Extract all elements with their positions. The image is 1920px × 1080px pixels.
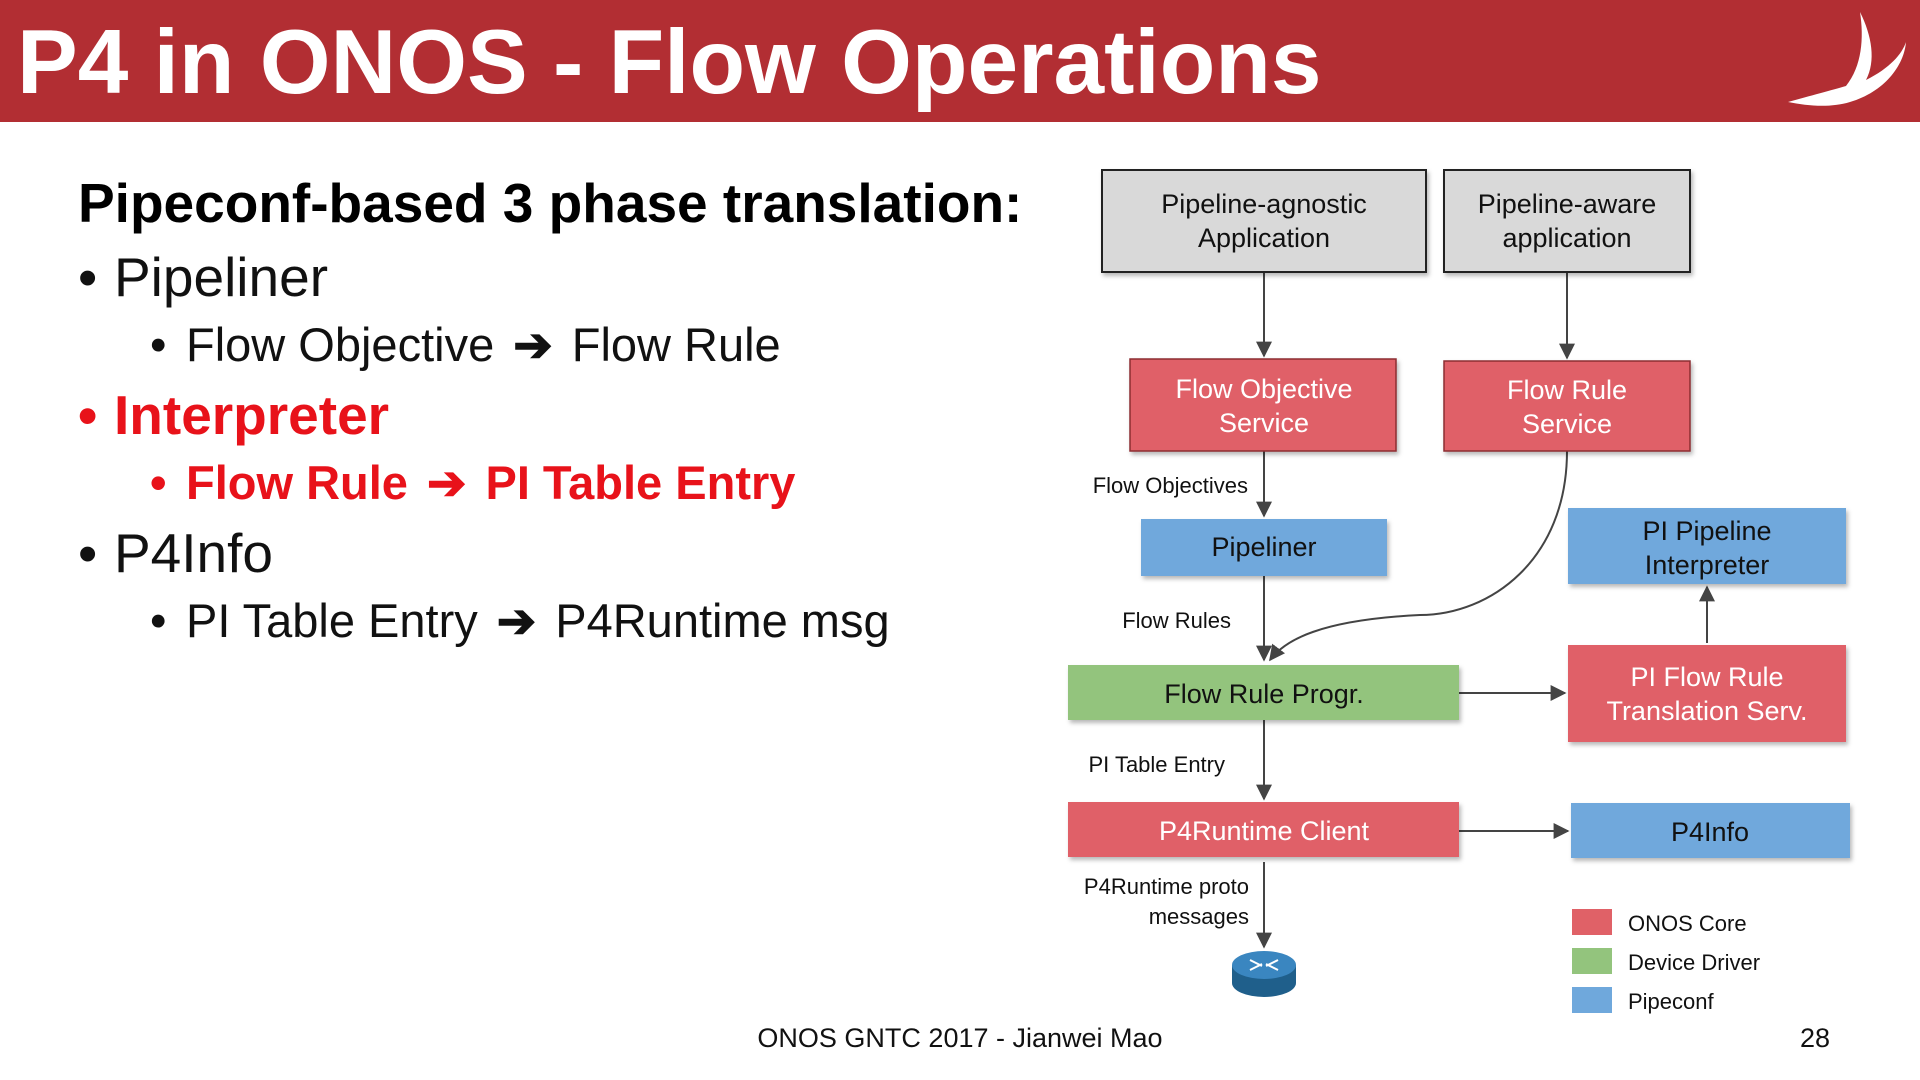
footer-text: ONOS GNTC 2017 - Jianwei Mao — [757, 1023, 1163, 1053]
bullet-heading: Pipeconf-based 3 phase translation: — [78, 172, 1023, 234]
node-pipeliner — [1141, 519, 1387, 576]
legend-label: Device Driver — [1628, 950, 1761, 975]
node-text: Pipeline-aware — [1477, 189, 1657, 219]
node-text: Translation Serv. — [1606, 696, 1808, 726]
right-arrow-icon: ➔ — [496, 594, 537, 647]
edge-label-messages: messages — [1148, 904, 1249, 929]
node-text: PI Flow Rule — [1630, 662, 1784, 692]
node-text: P4Runtime Client — [1158, 816, 1370, 846]
node-pi-pipeline-interpreter — [1568, 508, 1846, 584]
edge-label-p4runtime-proto: P4Runtime proto — [1083, 874, 1249, 899]
right-arrow-icon: ➔ — [427, 456, 467, 509]
legend-swatch-device-driver — [1572, 948, 1612, 974]
node-text: Flow Objective — [1175, 374, 1353, 404]
node-text: Application — [1197, 223, 1331, 253]
bullet-dot: • — [78, 384, 98, 446]
legend-label: Pipeconf — [1628, 989, 1714, 1014]
node-text: Pipeline-agnostic — [1161, 189, 1367, 219]
legend-swatch-onos-core — [1572, 909, 1612, 935]
bullet-dot: • — [150, 594, 167, 647]
legend-label: ONOS Core — [1628, 911, 1747, 936]
bullet-label: Interpreter — [114, 384, 390, 446]
edge-label-pi-table-entry: PI Table Entry — [1088, 752, 1225, 777]
edge-label-flow-objectives: Flow Objectives — [1092, 473, 1248, 498]
page-number: 28 — [1800, 1023, 1831, 1053]
node-pipeline-agnostic-app — [1102, 170, 1426, 272]
node-p4info — [1571, 803, 1850, 858]
sub-from: Flow Objective — [186, 318, 495, 371]
slide-title: P4 in ONOS - Flow Operations — [17, 12, 1322, 113]
node-flow-rule-progr — [1068, 665, 1459, 720]
node-text: Service — [1218, 408, 1310, 438]
legend-swatch-pipeconf — [1572, 987, 1612, 1013]
node-text: Interpreter — [1644, 550, 1770, 580]
sub-to: Flow Rule — [571, 318, 781, 371]
node-text: Service — [1521, 409, 1613, 439]
sub-from: PI Table Entry — [186, 594, 478, 647]
node-text: Flow Rule — [1506, 375, 1628, 405]
node-pipeline-aware-app — [1444, 170, 1690, 272]
node-text: application — [1502, 223, 1632, 253]
bullet-label: Pipeliner — [114, 246, 329, 308]
right-arrow-icon: ➔ — [513, 318, 553, 371]
node-pi-flow-rule-translation — [1568, 645, 1846, 742]
bullet-dot: • — [78, 522, 98, 584]
edge-label-flow-rules: Flow Rules — [1122, 608, 1231, 633]
node-p4runtime-client — [1068, 802, 1459, 857]
bullet-dot: • — [150, 318, 167, 371]
bullet-dot: • — [150, 456, 167, 509]
sub-to: PI Table Entry — [485, 456, 796, 509]
node-text: PI Pipeline — [1642, 516, 1772, 546]
router-icon — [1232, 951, 1296, 997]
node-flow-rule-service — [1444, 361, 1690, 451]
node-text: Flow Rule Progr. — [1164, 679, 1364, 709]
sub-to: P4Runtime msg — [555, 594, 890, 647]
node-text: Pipeliner — [1211, 532, 1317, 562]
bullet-label: P4Info — [114, 522, 274, 584]
node-flow-objective-service — [1130, 359, 1396, 451]
sub-from: Flow Rule — [186, 456, 408, 509]
bullet-dot: • — [78, 246, 98, 308]
node-text: P4Info — [1670, 817, 1750, 847]
legend — [1572, 909, 1760, 1014]
